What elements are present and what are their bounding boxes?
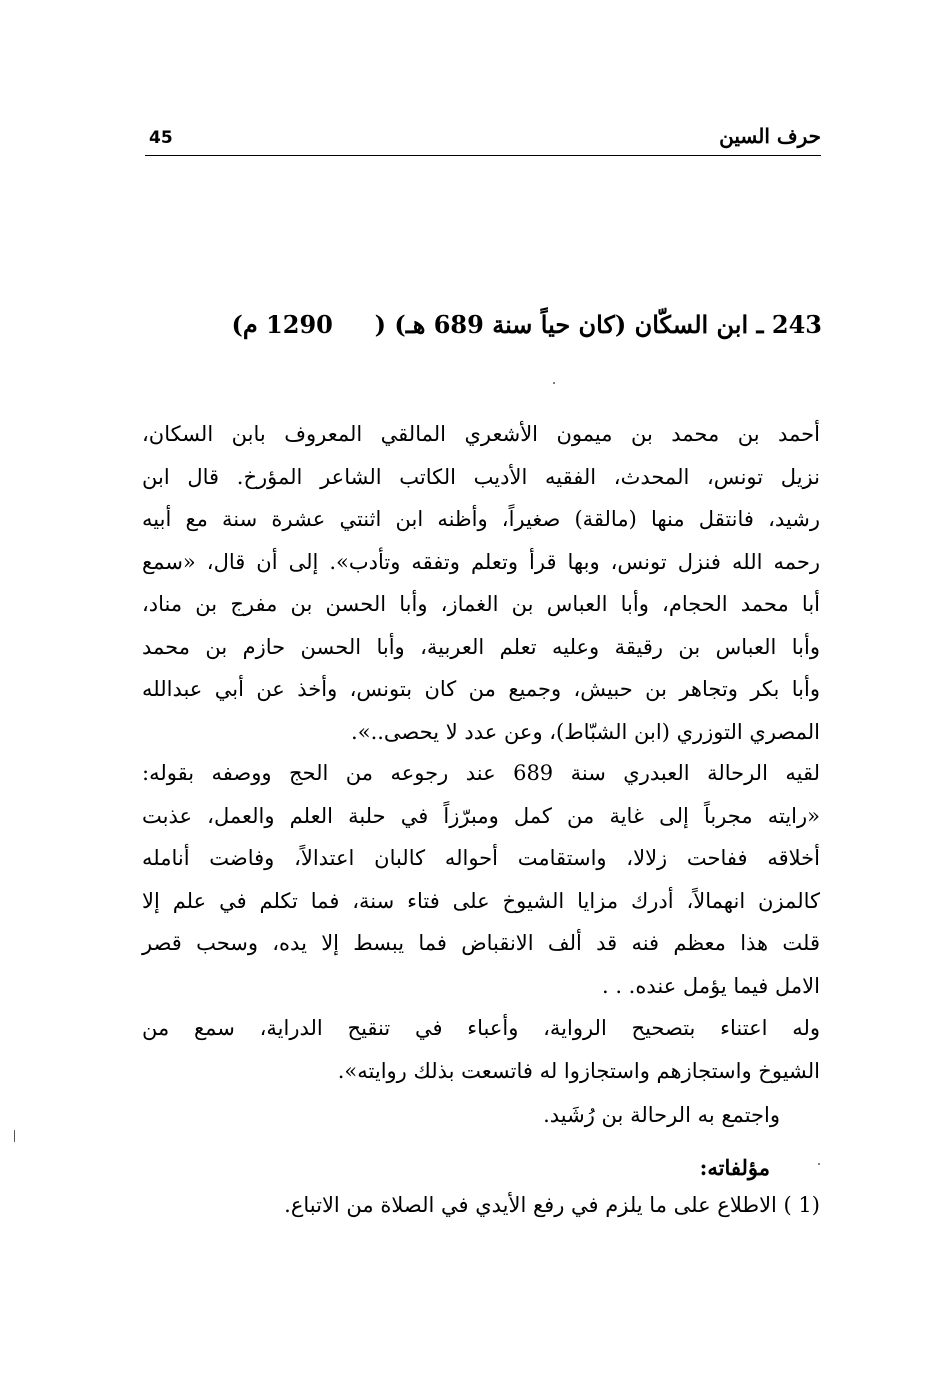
text-line: قلت هذا معظم فنه قد ألف الانقباض فما يبسط إلا يده، وسحب قصر — [142, 931, 820, 955]
text-line: أخلاقه ففاحت زلالا، واستقامت أحواله كالبان اعتدالاً، وفاضت أنامله — [142, 846, 820, 870]
works-list-item: (1 ) الاطلاع على ما يلزم في رفع الأيدي في الصلاة من الاتباع. — [284, 1193, 820, 1217]
text-line: الشيوخ واستجازهم واستجازوا له فاتسعت بذلك روايته». — [337, 1058, 820, 1083]
text-line: أحمد بن محمد بن ميمون الأشعري المالقي المعروف بابن السكان، — [142, 422, 820, 446]
text-line: وأبا بكر وتجاهر بن حبيش، وجميع من كان بتونس، وأخذ عن أبي عبدالله — [142, 677, 820, 701]
abdari-quote-paragraph — [142, 752, 820, 1007]
works-heading: مؤلفاته: — [699, 1155, 770, 1180]
narration-paragraph — [142, 1007, 820, 1092]
page-number: 45 — [149, 128, 173, 148]
text-line: وأبا العباس بن رقيقة وعليه تعلم العربية، وأبا الحسن حازم بن محمد — [142, 634, 820, 659]
text-line: الامل فيما يؤمل عنده. . . — [601, 973, 820, 998]
text-line: وله اعتناء بتصحيح الرواية، وأعباء في تنقيح الدراية، سمع من — [142, 1016, 820, 1040]
section-title: حرف السين — [719, 124, 821, 148]
text-line: المصري التوزري (ابن الشبّاط)، وعن عدد لا يحصى..». — [351, 719, 820, 744]
text-line: نزيل تونس، المحدث، الفقيه الأديب الكاتب الشاعر المؤرخ. قال ابن — [142, 464, 820, 489]
print-speck — [553, 382, 555, 384]
biography-paragraph — [142, 413, 820, 753]
text-line: «رايته مجرباً إلى غاية من كمل ومبرّزاً في حلبة العلم والعمل، عذبت — [142, 803, 820, 828]
print-speck — [818, 1163, 820, 1165]
meeting-note: واجتمع به الرحالة بن رُشَيد. — [543, 1103, 780, 1127]
print-speck — [14, 1130, 15, 1142]
text-line: رحمه الله فنزل تونس، وبها قرأ وتعلم وتفقه وتأدب». إلى أن قال، «سمع — [142, 549, 820, 574]
text-line: كالمزن انهمالاً، أدرك مزايا الشيوخ على فتاء سنة، فما تكلم في علم إلا — [142, 888, 820, 913]
entry-heading: 243 ـ ابن السكّان (كان حياً سنة 689 هـ) ( 1290 م) — [231, 310, 822, 339]
running-header — [145, 122, 821, 156]
text-line: لقيه الرحالة العبدري سنة 689 عند رجوعه من الحج ووصفه بقوله: — [142, 761, 821, 785]
header-rule — [145, 155, 821, 156]
text-line: أبا محمد الحجام، وأبا العباس بن الغماز، وأبا الحسن بن مفرج بن مناد، — [142, 592, 820, 616]
text-line: رشيد، فانتقل منها (مالقة) صغيراً، وأظنه ابن اثنتي عشرة سنة مع أبيه — [142, 507, 820, 531]
